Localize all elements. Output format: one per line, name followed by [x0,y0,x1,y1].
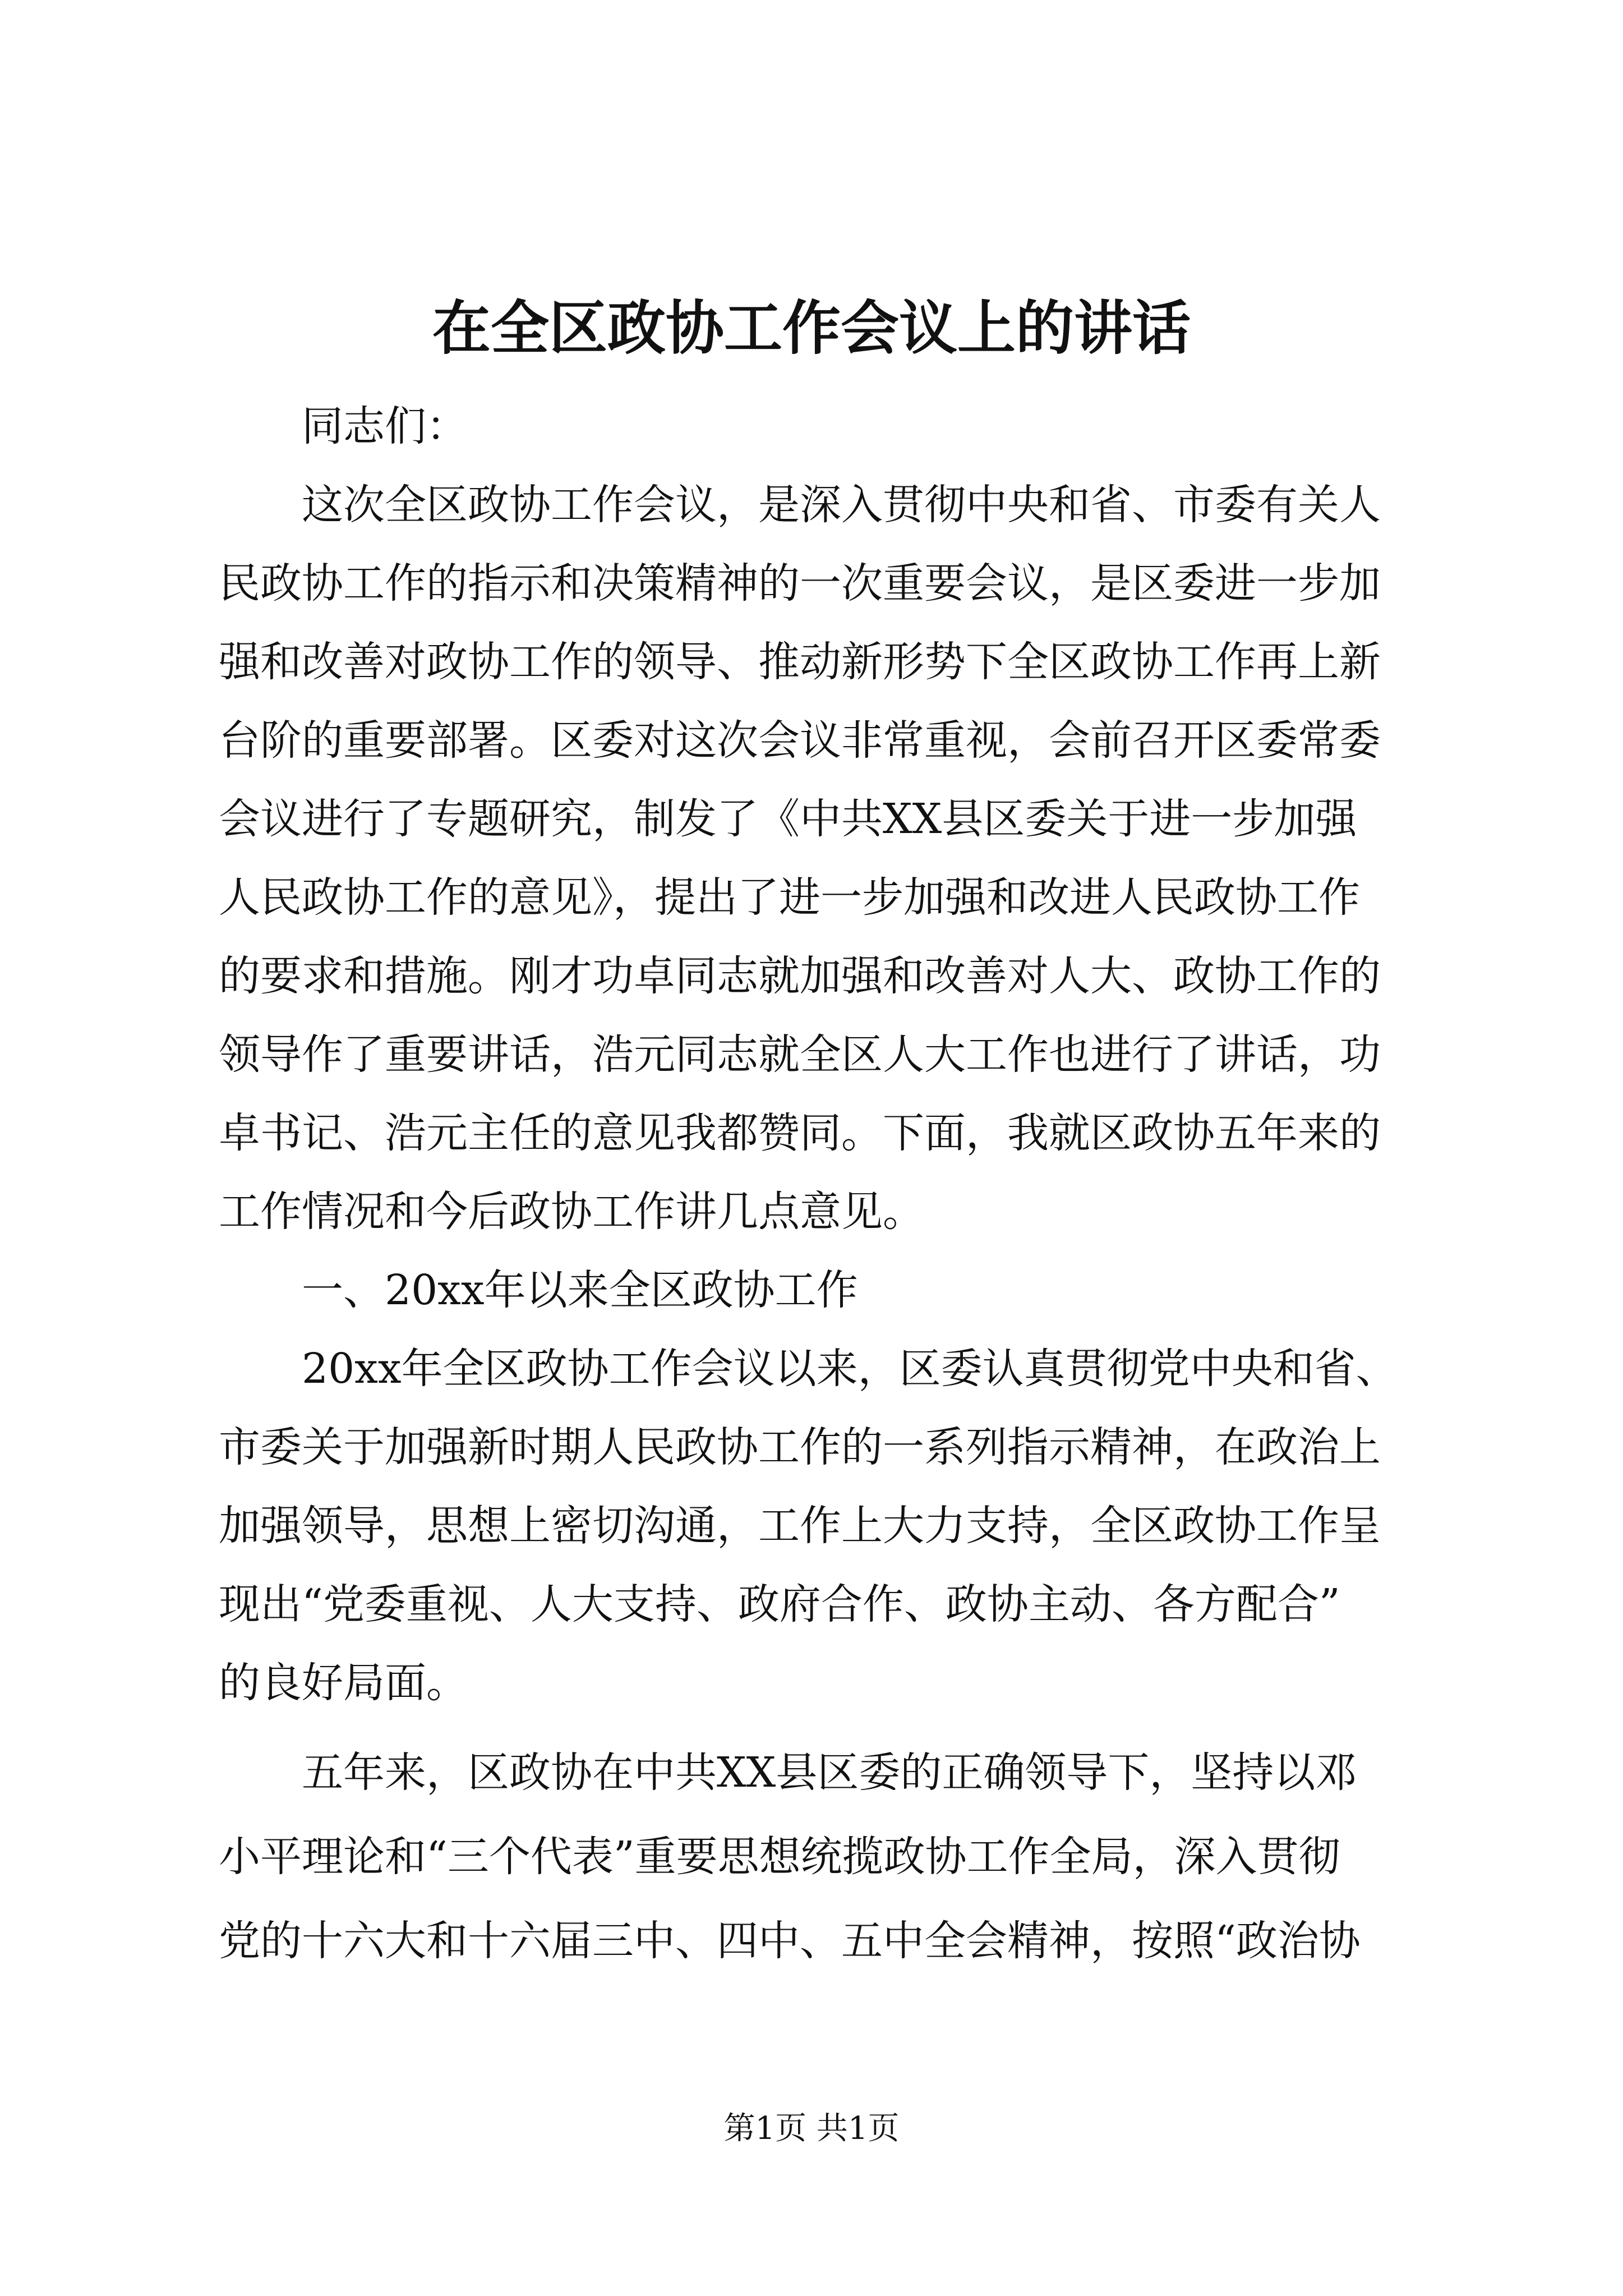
body-line: 20xx年全区政协工作会议以来，区委认真贯彻党中央和省、 [219,1345,1398,1393]
body-line: 的良好局面。 [219,1659,468,1707]
body-line: 会议进行了专题研究，制发了《中共XX县区委关于进一步加强 [219,795,1357,843]
body-line: 小平理论和“三个代表”重要思想统揽政协工作全局，深入贯彻 [219,1833,1340,1881]
body-line: 的要求和措施。刚才功卓同志就加强和改善对人大、政协工作的 [219,952,1381,1000]
body-line: 工作情况和今后政协工作讲几点意见。 [219,1188,924,1236]
body-line: 加强领导，思想上密切沟通，工作上大力支持，全区政协工作呈 [219,1502,1381,1550]
body-line: 台阶的重要部署。区委对这次会议非常重视，会前召开区委常委 [219,716,1381,765]
page-number: 第1页 共1页 [723,2110,900,2147]
body-line: 卓书记、浩元主任的意见我都赞同。下面，我就区政协五年来的 [219,1109,1381,1157]
body-line: 领导作了重要讲话，浩元同志就全区人大工作也进行了讲话，功 [219,1030,1381,1079]
body-line: 同志们： [219,402,468,450]
body-line: 党的十六大和十六届三中、四中、五中全会精神，按照“政治协 [219,1917,1361,1965]
body-line: 市委关于加强新时期人民政协工作的一系列指示精神，在政治上 [219,1423,1381,1471]
body-line: 这次全区政协工作会议，是深入贯彻中央和省、市委有关人 [219,481,1381,529]
body-line: 人民政协工作的意见》，提出了进一步加强和改进人民政协工作 [219,873,1360,922]
body-line: 强和改善对政协工作的领导、推动新形势下全区政协工作再上新 [219,638,1381,686]
body-line: 民政协工作的指示和决策精神的一次重要会议，是区委进一步加 [219,559,1381,608]
body-line: 现出“党委重视、人大支持、政府合作、政协主动、各方配合” [219,1580,1340,1628]
body-line: 五年来，区政协在中共XX县区委的正确领导下，坚持以邓 [219,1749,1357,1797]
section-heading: 一、20xx年以来全区政协工作 [219,1266,858,1314]
document-title: 在全区政协工作会议上的讲话 [432,293,1191,362]
